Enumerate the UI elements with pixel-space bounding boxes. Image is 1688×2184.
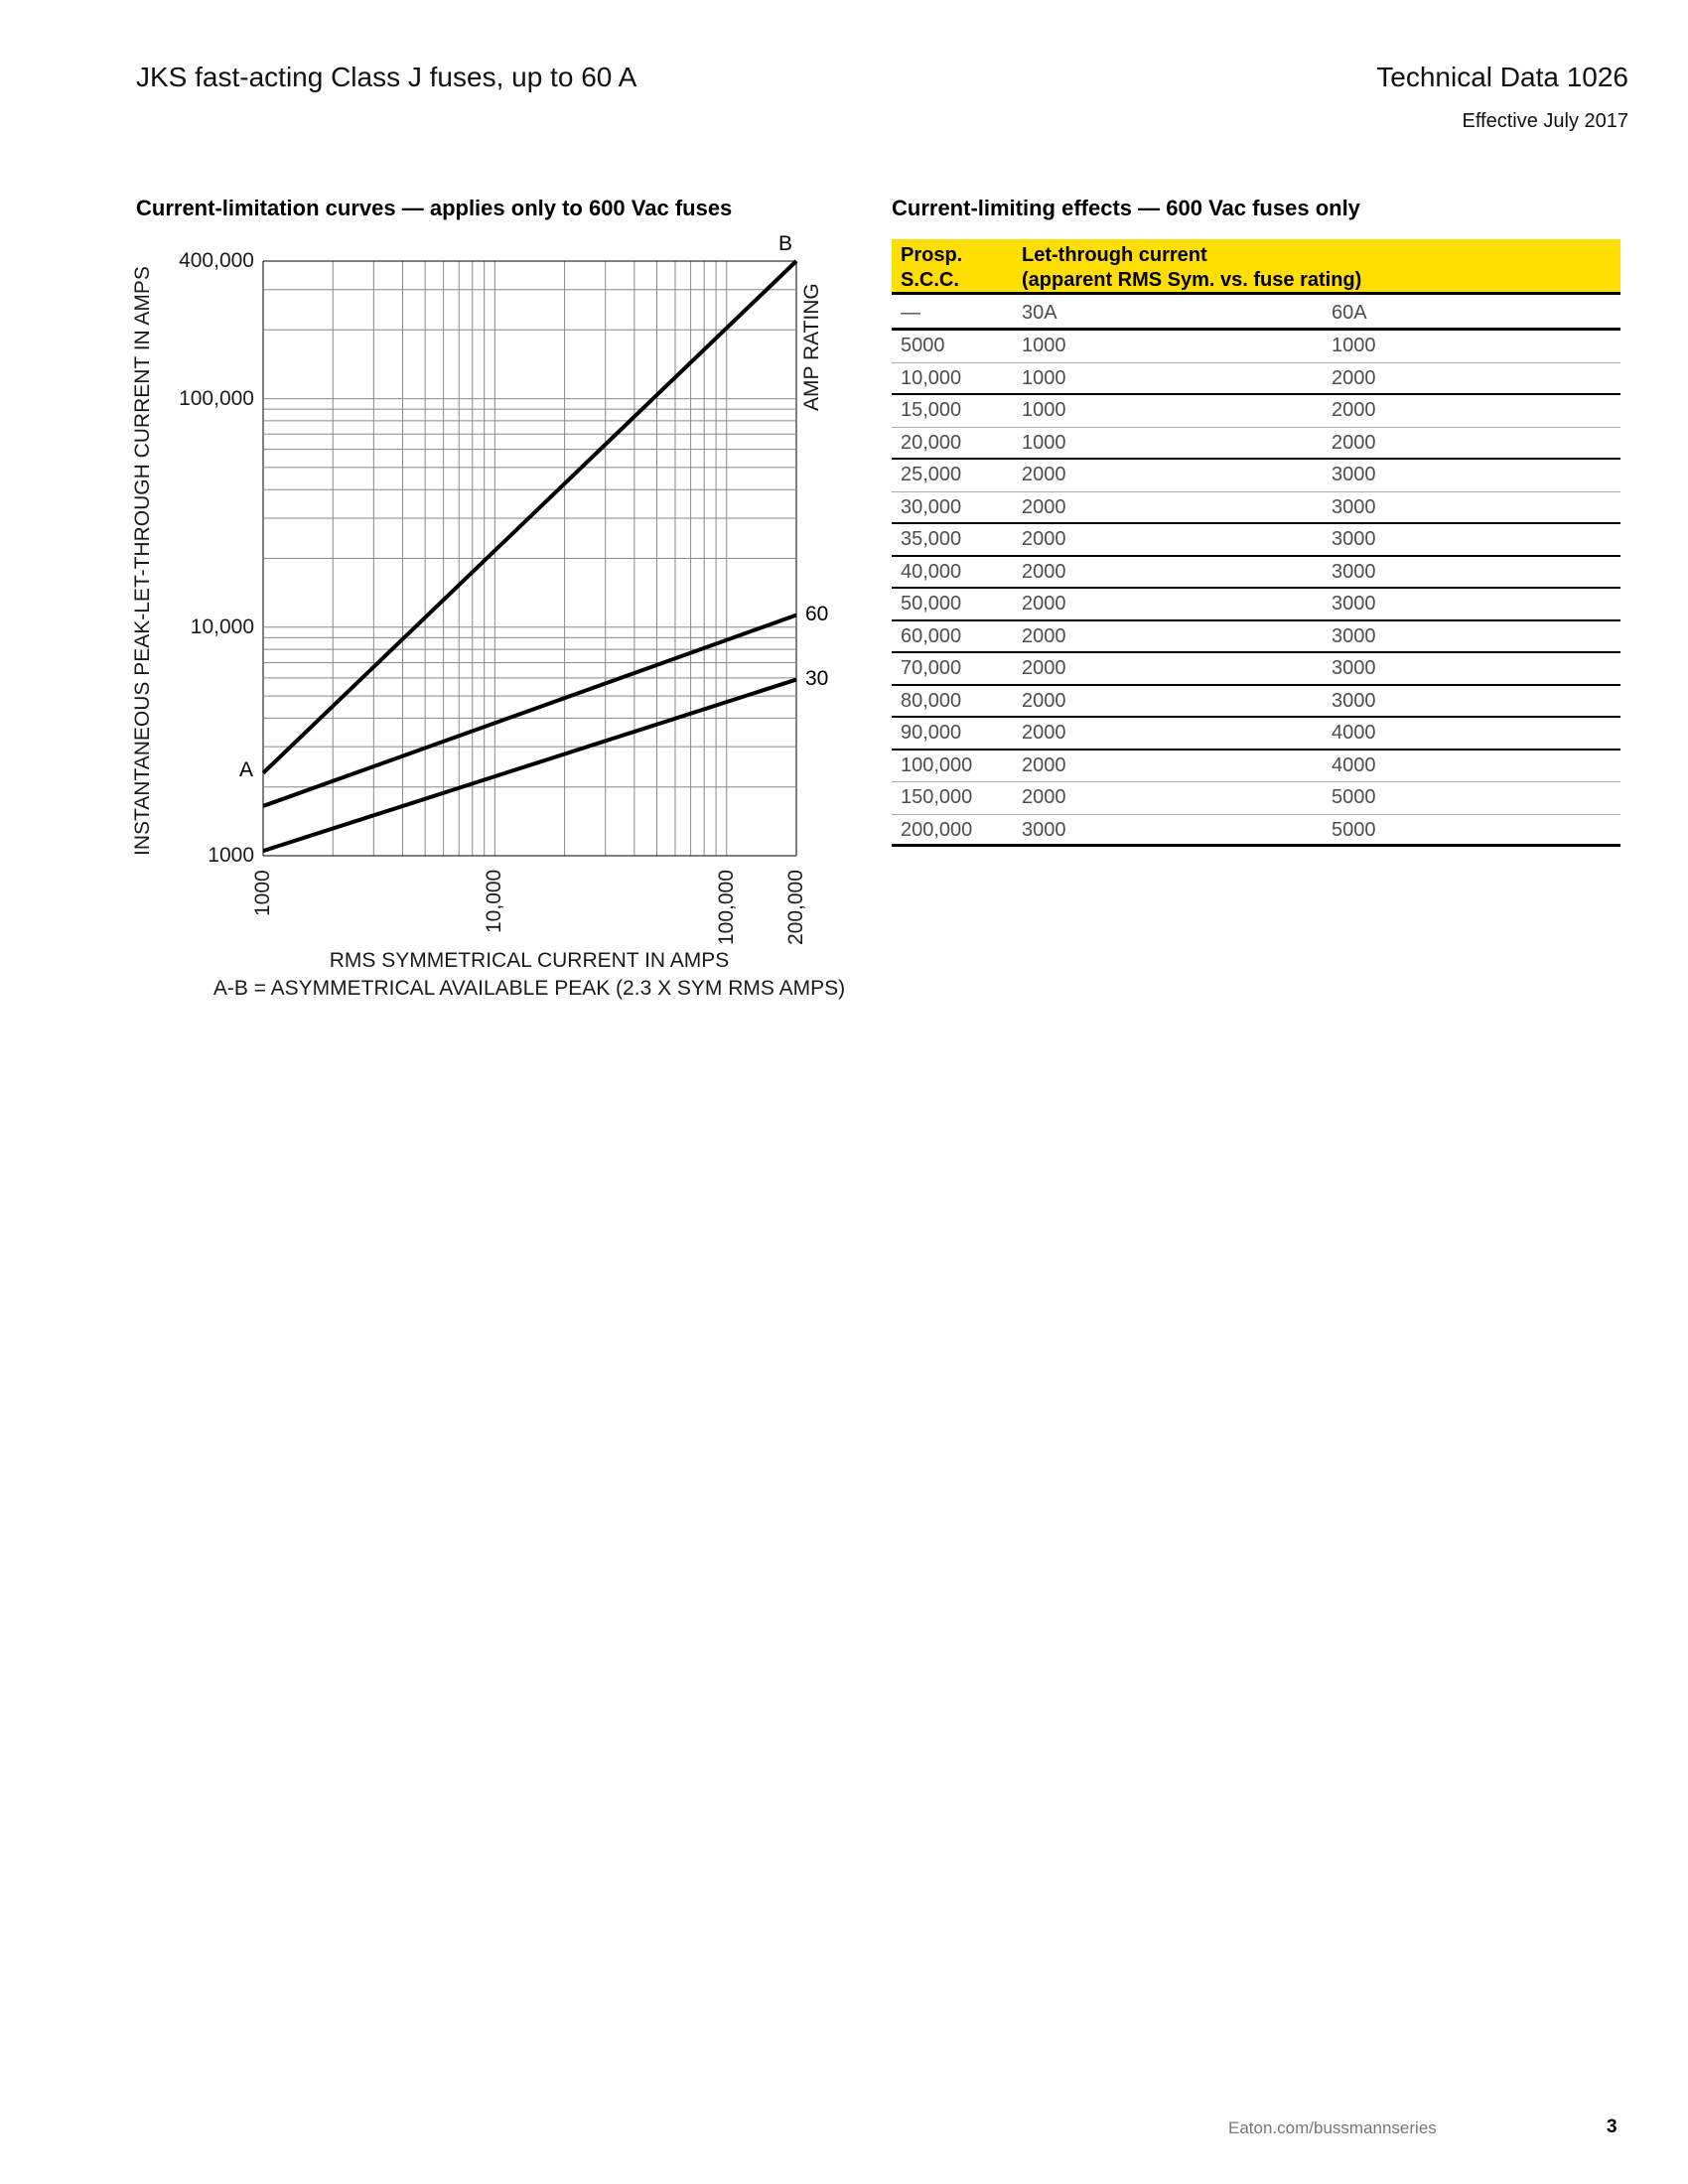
table-cell: 30,000 <box>901 495 962 518</box>
curve-label-A: A <box>239 757 254 781</box>
table-cell: 2000 <box>1022 786 1066 808</box>
table-header-col2: Let-through current (apparent RMS Sym. vs. fuse rating) <box>1022 244 1362 291</box>
table-cell: 5000 <box>1332 818 1376 841</box>
table-row <box>892 460 1620 492</box>
table-cell: 2000 <box>1332 366 1376 389</box>
table-cell: 4000 <box>1332 753 1376 776</box>
doc-number: Technical Data 1026 <box>1376 62 1628 92</box>
table-cell: 30A <box>1022 302 1057 324</box>
table-row <box>892 621 1620 654</box>
footer-url[interactable]: Eaton.com/bussmannseries <box>1228 2118 1437 2137</box>
table-cell: 70,000 <box>901 657 962 679</box>
x-tick-label: 200,000 <box>784 870 807 945</box>
table-cell: 2000 <box>1022 593 1066 614</box>
table-cell: 10,000 <box>901 366 962 389</box>
x-tick-label: 10,000 <box>483 869 506 933</box>
table-row <box>892 524 1620 557</box>
table-cell: 3000 <box>1332 689 1376 712</box>
current-limiting-table <box>892 298 1620 847</box>
table-cell: 2000 <box>1022 753 1066 776</box>
table-header-col1: Prosp. S.C.C. <box>901 244 963 291</box>
y-tick-label: 10,000 <box>190 614 254 638</box>
series-60 <box>263 615 796 806</box>
table-cell: 1000 <box>1022 335 1066 356</box>
table-cell: 3000 <box>1332 464 1376 485</box>
table-cell: 2000 <box>1022 495 1066 518</box>
effective-date: Effective July 2017 <box>1462 110 1628 132</box>
page-number: 3 <box>1607 2116 1618 2137</box>
y-tick-label: 100,000 <box>179 386 254 410</box>
table-cell: 5000 <box>901 335 945 356</box>
table-cell: 2000 <box>1022 464 1066 485</box>
table-cell: 2000 <box>1022 528 1066 550</box>
table-row <box>892 363 1620 396</box>
table-row <box>892 492 1620 525</box>
chart-series-lines <box>263 261 796 851</box>
series-30 <box>263 680 796 852</box>
table-row <box>892 653 1620 686</box>
y-axis-title: INSTANTANEOUS PEAK-LET-THROUGH CURRENT IN AMPS <box>131 266 154 856</box>
table-cell: 2000 <box>1022 624 1066 647</box>
table-row <box>892 428 1620 461</box>
y-tick-label: 400,000 <box>179 249 254 272</box>
table-cell: 100,000 <box>901 753 973 776</box>
table-row <box>892 395 1620 428</box>
table-row <box>892 589 1620 621</box>
y-tick-label: 1000 <box>208 844 254 867</box>
table-subheader-row <box>892 298 1620 331</box>
table-cell: 1000 <box>1022 366 1066 389</box>
x-tick-label: 1000 <box>251 870 274 916</box>
table-header-banner <box>892 239 1620 295</box>
table-cell: 80,000 <box>901 689 962 712</box>
table-cell: 5000 <box>1332 786 1376 808</box>
table-cell: 2000 <box>1022 722 1066 744</box>
table-cell: — <box>901 302 920 324</box>
table-cell: 3000 <box>1332 624 1376 647</box>
table-cell: 3000 <box>1332 560 1376 583</box>
table-cell: 200,000 <box>901 818 973 841</box>
table-cell: 2000 <box>1332 431 1376 454</box>
table-cell: 20,000 <box>901 431 962 454</box>
page-title: JKS fast-acting Class J fuses, up to 60 A <box>136 62 637 92</box>
table-row <box>892 686 1620 719</box>
curve-label-60: 60 <box>805 602 829 625</box>
x-tick-label: 100,000 <box>714 870 738 945</box>
table-cell: 90,000 <box>901 722 962 744</box>
table-cell: 50,000 <box>901 593 962 614</box>
right-axis-title: AMP RATING <box>800 282 823 411</box>
table-row <box>892 751 1620 783</box>
table-cell: 2000 <box>1022 560 1066 583</box>
table-row <box>892 718 1620 751</box>
table-row <box>892 331 1620 363</box>
table-row <box>892 557 1620 590</box>
chart-grid <box>263 261 796 856</box>
table-cell: 15,000 <box>901 399 962 421</box>
curve-label-30: 30 <box>805 666 829 690</box>
table-cell: 1000 <box>1022 399 1066 421</box>
header-right <box>1376 62 1628 133</box>
table-cell: 35,000 <box>901 528 962 550</box>
table-row <box>892 782 1620 815</box>
curve-label-B: B <box>778 232 793 255</box>
table-cell: 3000 <box>1022 818 1066 841</box>
table-cell: 2000 <box>1332 399 1376 421</box>
table-cell: 25,000 <box>901 464 962 485</box>
table-cell: 40,000 <box>901 560 962 583</box>
table-row <box>892 815 1620 848</box>
series-B <box>263 261 796 773</box>
table-cell: 3000 <box>1332 528 1376 550</box>
chart-title: Current-limitation curves — applies only to 600 Vac fuses <box>136 196 733 220</box>
table-cell: 60,000 <box>901 624 962 647</box>
x-axis-title: RMS SYMMETRICAL CURRENT IN AMPS <box>329 949 730 972</box>
table-title: Current-limiting effects — 600 Vac fuses only <box>892 196 1360 220</box>
table-cell: 3000 <box>1332 495 1376 518</box>
table-cell: 1000 <box>1332 335 1376 356</box>
table-cell: 3000 <box>1332 657 1376 679</box>
table-cell: 2000 <box>1022 689 1066 712</box>
table-cell: 4000 <box>1332 722 1376 744</box>
table-cell: 3000 <box>1332 593 1376 614</box>
table-cell: 2000 <box>1022 657 1066 679</box>
chart-note: A-B = ASYMMETRICAL AVAILABLE PEAK (2.3 X SYM RMS AMPS) <box>212 977 846 1000</box>
table-cell: 150,000 <box>901 786 973 808</box>
table-cell: 60A <box>1332 302 1367 324</box>
table-cell: 1000 <box>1022 431 1066 454</box>
